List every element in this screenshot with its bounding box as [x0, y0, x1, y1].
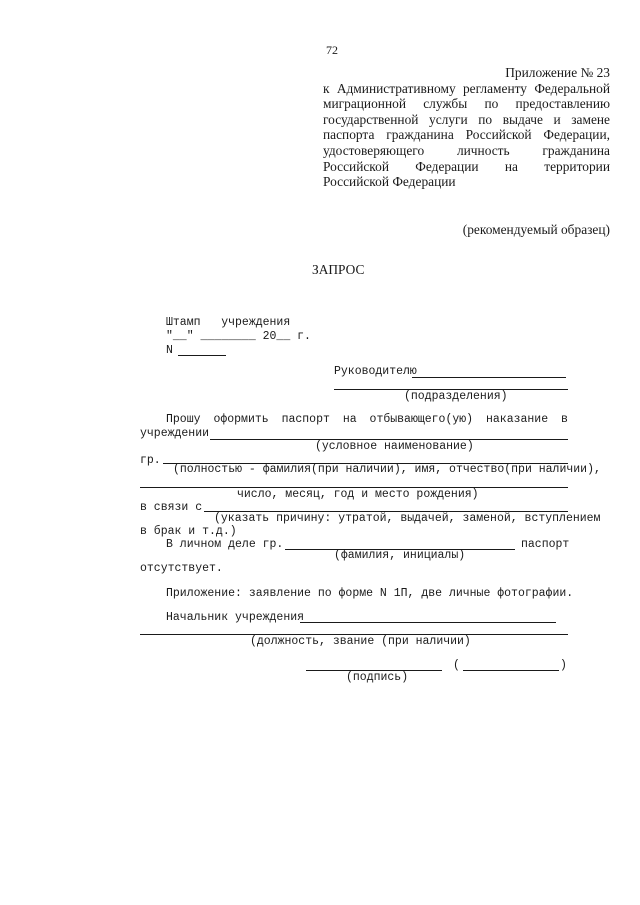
position-caption: (должность, звание (при наличии): [250, 635, 471, 648]
reason-caption: (указать причину: утратой, выдачей, заменой, вступлением: [214, 512, 601, 525]
document-title: ЗАПРОС: [312, 262, 365, 277]
reason-label: в связи с: [140, 501, 203, 514]
page-number: 72: [326, 43, 338, 57]
appendix-text: к Административному регламенту Федеральной миграционной службы по предоставлению государственной услуги по выдаче и замене паспорта гражданина Российской Федерации, удостоверяющего личность гражданина Российской Федерации на территории Российской Федерации: [323, 80, 610, 190]
passport-word: паспорт: [521, 538, 570, 551]
personal-file-caption: (фамилия, инициалы): [334, 549, 466, 562]
attachment-text: Приложение: заявление по форме N 1П, две личные фотографии.: [166, 587, 574, 600]
recommended-note: (рекомендуемый образец): [462, 222, 610, 237]
request-word: отбывающего(ую): [369, 413, 474, 426]
institution-label: учреждении: [140, 427, 210, 440]
stamp-date-line: "__" ________ 20__ г.: [166, 330, 311, 343]
birth-caption: число, месяц, год и место рождения): [237, 488, 479, 501]
stamp-label: Штамп учреждения: [166, 316, 291, 329]
appendix-block: [323, 65, 610, 190]
reason-caption-continued: в брак и т.д.): [140, 525, 237, 538]
request-word: наказание: [486, 413, 549, 426]
open-paren: (: [453, 659, 460, 672]
name-line: [463, 670, 559, 671]
stamp-number-label: N: [166, 344, 173, 357]
personal-file-label: В личном деле гр.: [166, 538, 284, 551]
addressee-line: [412, 377, 566, 378]
request-word: паспорт: [281, 413, 330, 426]
addressee-label: Руководителю: [334, 365, 417, 378]
request-word: Прошу: [166, 413, 201, 426]
subdivision-caption: (подразделения): [404, 390, 508, 403]
request-word: в: [561, 413, 568, 426]
close-paren: ): [560, 659, 567, 672]
head-label: Начальник учреждения: [166, 611, 305, 624]
appendix-title: Приложение № 23: [505, 65, 610, 80]
request-word: на: [342, 413, 357, 426]
head-line: [300, 622, 556, 623]
request-word: оформить: [213, 413, 269, 426]
signature-caption: (подпись): [346, 671, 409, 684]
citizen-label: гр.: [140, 454, 161, 467]
absent-text: отсутствует.: [140, 562, 223, 575]
institution-caption: (условное наименование): [315, 440, 474, 453]
request-line: [166, 413, 568, 426]
stamp-number-line: [178, 355, 226, 356]
citizen-caption: (полностью - фамилия(при наличии), имя, отчество(при наличии),: [173, 463, 601, 476]
